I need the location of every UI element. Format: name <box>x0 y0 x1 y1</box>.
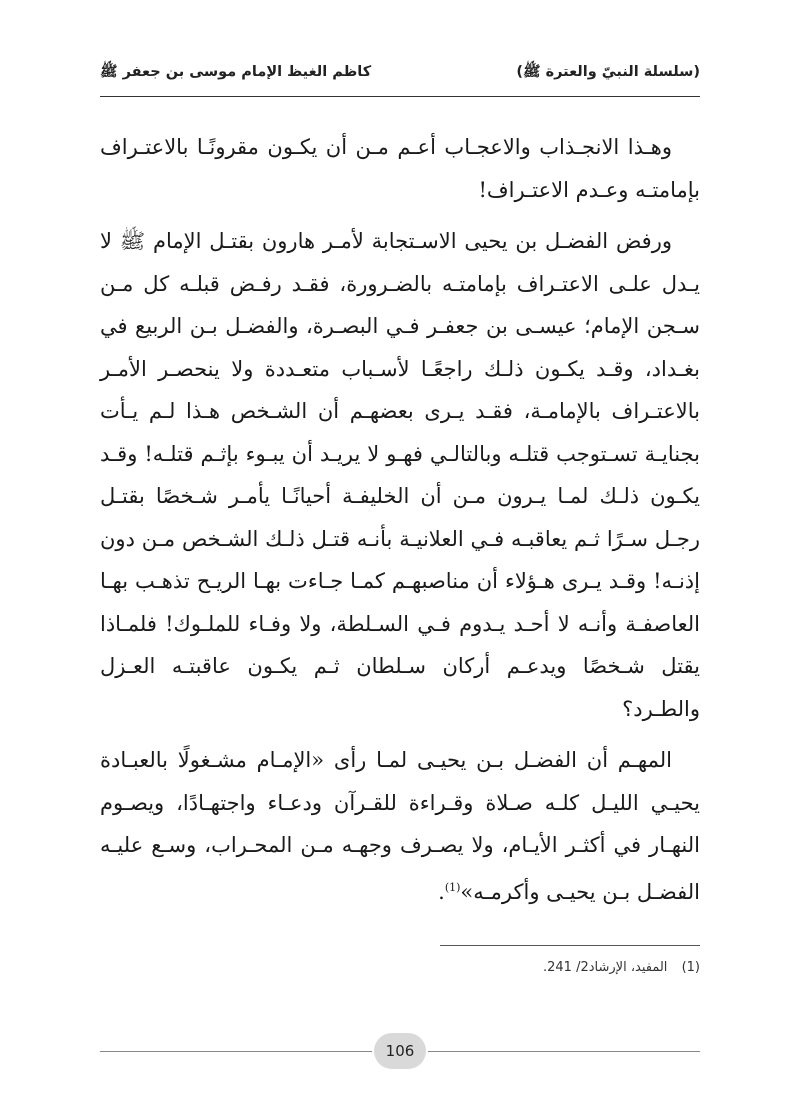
footnote <box>100 960 700 975</box>
header-divider <box>100 96 700 97</box>
footnote-number: (1) <box>681 960 700 975</box>
page-number-badge <box>374 1033 426 1069</box>
footer-rule-left <box>100 1051 372 1052</box>
chapter-title: كاظم الغيظ الإمام موسى بن جعفر ﷺ <box>100 63 372 80</box>
paragraph-3-end: . <box>438 879 445 904</box>
page-number: 106 <box>385 1042 415 1060</box>
running-header <box>100 58 700 88</box>
paragraph-3 <box>100 739 700 913</box>
main-text <box>100 126 700 922</box>
footer-rule-right <box>428 1051 700 1052</box>
paragraph-3-text: المهـم أن الفضـل بـن يحيـى لمـا رأى «الإمـام مشـغولًا بالعبـادة يحيـي الليـل كلـه صـلاة وقـراءة للقـرآن ودعـاء واجتهـادًا، ويصـوم النهـار في أكثـر الأيـام، ولا يصـرف وجهـه مـن المحـراب، وسـع عليـه الفضـل بـن يحيـى وأكرمـه» <box>100 748 700 904</box>
series-title: (سلسلة النبيّ والعترة ﷺ) <box>516 63 700 80</box>
paragraph-2: ورفض الفضـل بن يحيى الاسـتجابة لأمـر هارون بقتـل الإمام ﷺ لا يـدل علـى الاعتـراف بإمامتـه بالضـرورة، فقـد رفـض قبلـه كل مـن سـجن الإمام؛ عيسـى بن جعفـر فـي البصـرة، والفضـل بـن الربيع في بغـداد، وقـد يكـون ذلـك راجعًـا لأسـباب متعـددة ولا ينحصـر الأمـر بالاعتـراف بالإمامـة، فقـد يـرى بعضهـم أن الشـخص هـذا لـم يـأت بجنايـة تسـتوجب قتلـه وبالتالـي فهـو لا يريـد أن يبـوء بإثـم قتلـه! وقـد يكـون ذلـك لمـا يـرون مـن أن الخليفـة أحيانًـا يأمـر شـخصًا بقتـل رجـل سـرًا ثـم يعاقبـه فـي العلانيـة بأنـه قتـل ذلـك الشـخص مـن دون إذنـه! وقـد يـرى هـؤلاء أن مناصبهـم كمـا جـاءت بهـا الريـح تذهـب بهـا العاصفـة وأنـه لا أحـد يـدوم فـي السـلطة، ولا وفـاء للملـوك! فلمـاذا يقتل شـخصًا ويدعـم أركان سـلطان ثـم يكـون عاقبتـه العـزل والطـرد؟ <box>100 229 701 721</box>
paragraph-1: وهـذا الانجـذاب والاعجـاب أعـم مـن أن يكـون مقرونًـا بالاعتـراف بإمامتـه وعـدم الاعتـراف! <box>100 135 700 202</box>
footnote-text: المفيد، الإرشاد2/ 241. <box>542 960 668 975</box>
footnote-divider <box>440 945 700 946</box>
footnote-reference[interactable]: (1) <box>444 880 461 894</box>
